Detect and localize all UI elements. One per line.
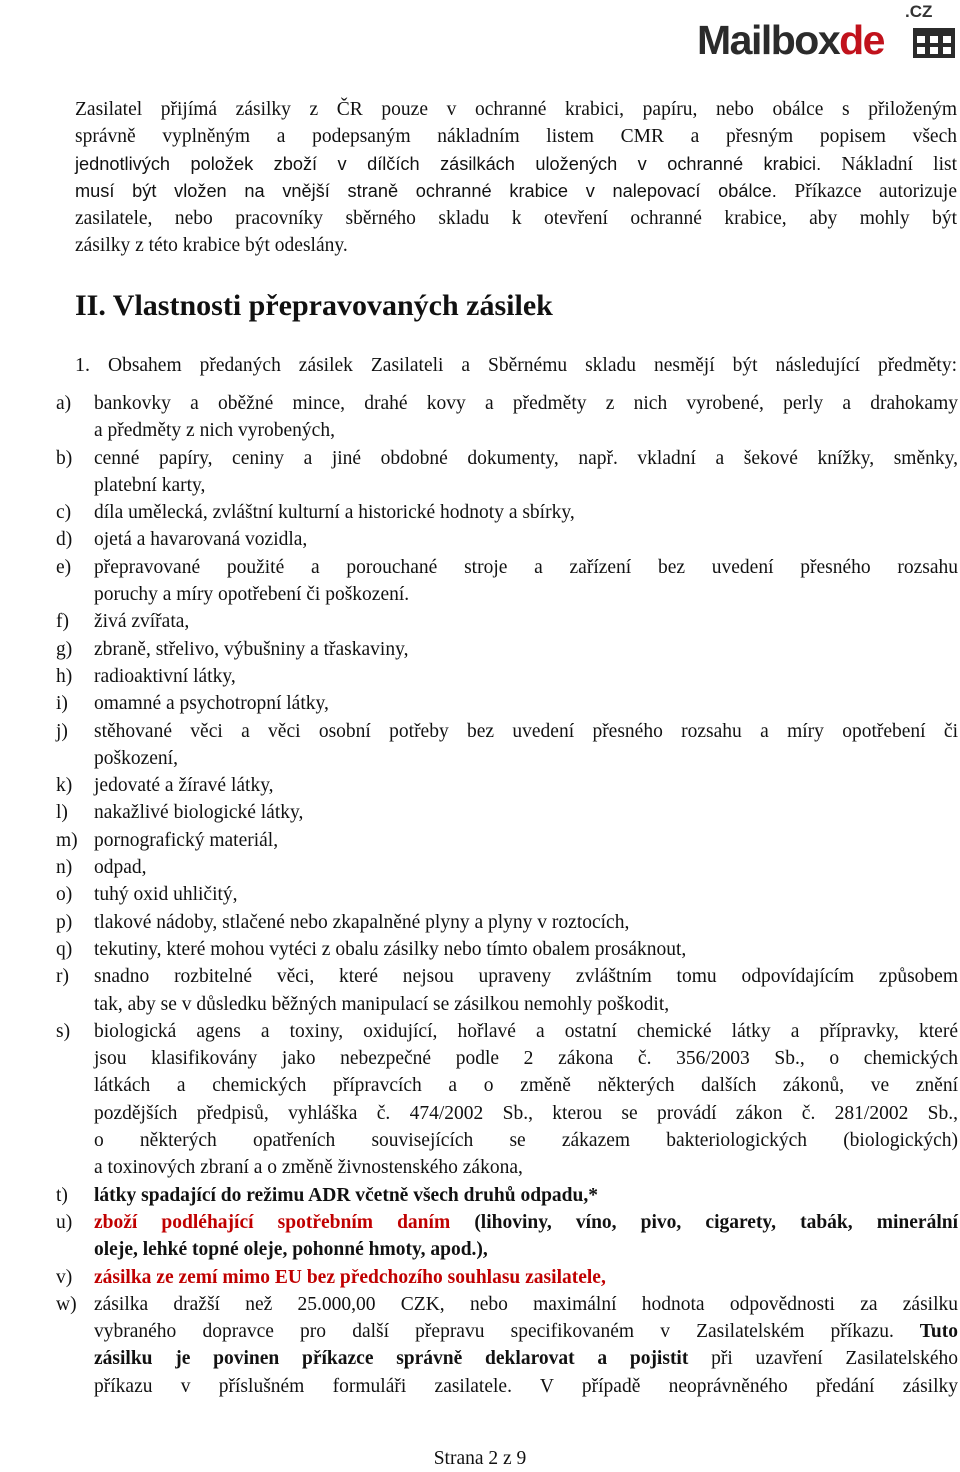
list-text: jedovaté a žíravé látky, [94, 775, 274, 797]
list-item-j [56, 718, 958, 773]
list-item-d [56, 526, 958, 553]
list-text: platební karty, [94, 474, 206, 496]
list-marker: g) [56, 638, 73, 660]
list-text: pornografický materiál, [94, 829, 279, 851]
list-text: a toxinových zbraní a o změně živnostenského zákona, [94, 1157, 523, 1179]
list-text: odpad, [94, 857, 147, 879]
list-text: díla umělecká, zvláštní kulturní a historické hodnoty a sbírky, [94, 502, 575, 524]
prohibited-items-list [56, 390, 958, 1400]
list-text: pozdějších předpisů, vyhláška č. 474/2002 Sb., kterou se provádí zákon č. 281/2002 Sb., [94, 1102, 958, 1124]
list-marker: l) [56, 802, 68, 824]
intro-line: správně vyplněným a podepsaným nákladním listem CMR a přesným popisem všech [75, 126, 957, 148]
list-text: poškození, [94, 747, 178, 769]
list-marker: u) [56, 1211, 73, 1233]
list-item-p [56, 909, 958, 936]
list-text: o některých opatřeních souvisejících se zákazem bakteriologických (biologických) [94, 1130, 958, 1152]
list-item-w [56, 1291, 958, 1400]
intro-line: jednotlivých položek zboží v dílčích zásilkách uložených v ochranné krabici. Nákladní list [75, 153, 957, 175]
list-marker: w) [56, 1293, 77, 1315]
list-item-n [56, 854, 958, 881]
list-item-k [56, 772, 958, 799]
list-item-b [56, 445, 958, 500]
list-item-u [56, 1209, 958, 1264]
list-text: omamné a psychotropní látky, [94, 693, 329, 715]
intro-paragraph [75, 96, 957, 260]
intro-line: zasilatele, nebo pracovníky sběrného skladu k otevření ochranné krabice, aby mohly být [75, 208, 957, 230]
list-text: tak, aby se v důsledku běžných manipulací se zásilkou nemohly poškodit, [94, 993, 670, 1015]
list-item-g [56, 636, 958, 663]
list-marker: q) [56, 938, 73, 960]
list-item-i [56, 690, 958, 717]
list-item-s [56, 1018, 958, 1182]
list-text: látky spadající do režimu ADR včetně všech druhů odpadu,* [94, 1184, 598, 1206]
list-marker: o) [56, 884, 73, 906]
list-item-e [56, 554, 958, 609]
list-marker: m) [56, 829, 78, 851]
section-heading: II. Vlastnosti přepravovaných zásilek [75, 289, 553, 322]
list-marker: v) [56, 1266, 73, 1288]
intro-line: zásilky z této krabice být odeslány. [75, 235, 348, 257]
list-text: vybraného dopravce pro další přepravu specifikovaném v Zasilatelském příkazu. Tuto [94, 1321, 959, 1343]
logo-grid-icon [911, 22, 957, 60]
list-text: zásilka ze zemí mimo EU bez předchozího souhlasu zasilatele, [94, 1266, 606, 1288]
list-marker: n) [56, 857, 73, 879]
list-text: nakažlivé biologické látky, [94, 802, 304, 824]
list-marker: j) [56, 720, 68, 742]
list-marker: h) [56, 665, 73, 687]
list-text: stěhované věci a věci osobní potřeby bez uvedení přesného rozsahu a míry opotřebení či [94, 720, 958, 742]
list-item-t [56, 1182, 958, 1209]
list-marker: d) [56, 529, 73, 551]
list-marker: r) [56, 966, 69, 988]
list-marker: i) [56, 693, 68, 715]
mailboxde-logo [697, 2, 957, 63]
list-text: poruchy a míry opotřebení či poškození. [94, 584, 410, 606]
list-text: zbraně, střelivo, výbušniny a třaskaviny, [94, 638, 409, 660]
page-number: Strana 2 z 9 [433, 1448, 527, 1469]
list-item-q [56, 936, 958, 963]
list-item-f [56, 608, 958, 635]
list-marker: f) [56, 611, 69, 633]
list-item-h [56, 663, 958, 690]
list-text: tekutiny, které mohou vytéci z obalu zásilky nebo tímto obalem prosáknout, [94, 938, 687, 960]
point-1: 1. Obsahem předaných zásilek Zasilateli a Sběrnému skladu nesmějí být následující předměty: [75, 354, 957, 376]
list-marker: e) [56, 556, 72, 578]
list-item-c [56, 499, 958, 526]
list-text: zásilka dražší než 25.000,00 CZK, nebo maximální hodnota odpovědnosti za zásilku [94, 1293, 958, 1315]
list-text: oleje, lehké topné oleje, pohonné hmoty, apod.), [94, 1239, 488, 1261]
list-marker: b) [56, 447, 73, 469]
logo-wordmark: Mailboxde [697, 17, 884, 63]
list-marker: p) [56, 911, 73, 933]
list-text: přepravované použité a porouchané stroje a zařízení bez uvedení přesného rozsahu [94, 556, 958, 578]
list-text: látkách a chemických přípravcích a o změně některých dalších zákonů, ve znění [94, 1075, 958, 1097]
list-text: snadno rozbitelné věci, které nejsou upraveny zvláštním tomu odpovídajícím způsobem [94, 966, 958, 988]
list-text: a předměty z nich vyrobených, [94, 420, 335, 442]
list-text: příkazu v příslušném formuláři zasilatele. V případě neoprávněného předání zásilky [94, 1375, 958, 1397]
list-item-l [56, 799, 958, 826]
list-marker: c) [56, 502, 72, 524]
list-text: bankovky a oběžné mince, drahé kovy a předměty z nich vyrobené, perly a drahokamy [94, 393, 958, 414]
list-text: ojetá a havarovaná vozidla, [94, 529, 308, 551]
intro-line: Zasilatel přijímá zásilky z ČR pouze v ochranné krabici, papíru, nebo obálce s přiloženým [75, 99, 957, 120]
intro-line: musí být vložen na vnější straně ochranné krabice v nalepovací obálce. Příkazce autorizuje [75, 180, 957, 202]
list-marker: a) [56, 393, 72, 414]
list-item-a [56, 390, 958, 445]
list-text: cenné papíry, ceniny a jiné obdobné dokumenty, např. vkladní a šekové knížky, směnky, [94, 447, 958, 469]
list-text: zboží podléhající spotřebním daním (lihoviny, víno, pivo, cigarety, tabák, minerální [94, 1211, 959, 1233]
list-marker: k) [56, 775, 73, 797]
list-marker: s) [56, 1020, 71, 1042]
list-text: živá zvířata, [94, 611, 190, 633]
list-text: biologická agens a toxiny, oxidující, hořlavé a ostatní chemické látky a přípravky, které [94, 1020, 958, 1042]
list-text: jsou klasifikovány jako nebezpečné podle 2 zákona č. 356/2003 Sb., o chemických [94, 1048, 958, 1070]
list-text: radioaktivní látky, [94, 665, 236, 687]
list-item-r [56, 963, 958, 1018]
list-item-m [56, 827, 958, 854]
list-text: tuhý oxid uhličitý, [94, 884, 238, 906]
logo-tld: .CZ [905, 2, 933, 21]
list-text: zásilku je povinen příkazce správně deklarovat a pojistit při uzavření Zasilatelského [94, 1348, 959, 1370]
list-text: tlakové nádoby, stlačené nebo zkapalněné plyny a plyny v roztocích, [94, 911, 630, 933]
list-item-o [56, 881, 958, 908]
list-marker: t) [56, 1184, 68, 1206]
list-item-v [56, 1264, 958, 1291]
